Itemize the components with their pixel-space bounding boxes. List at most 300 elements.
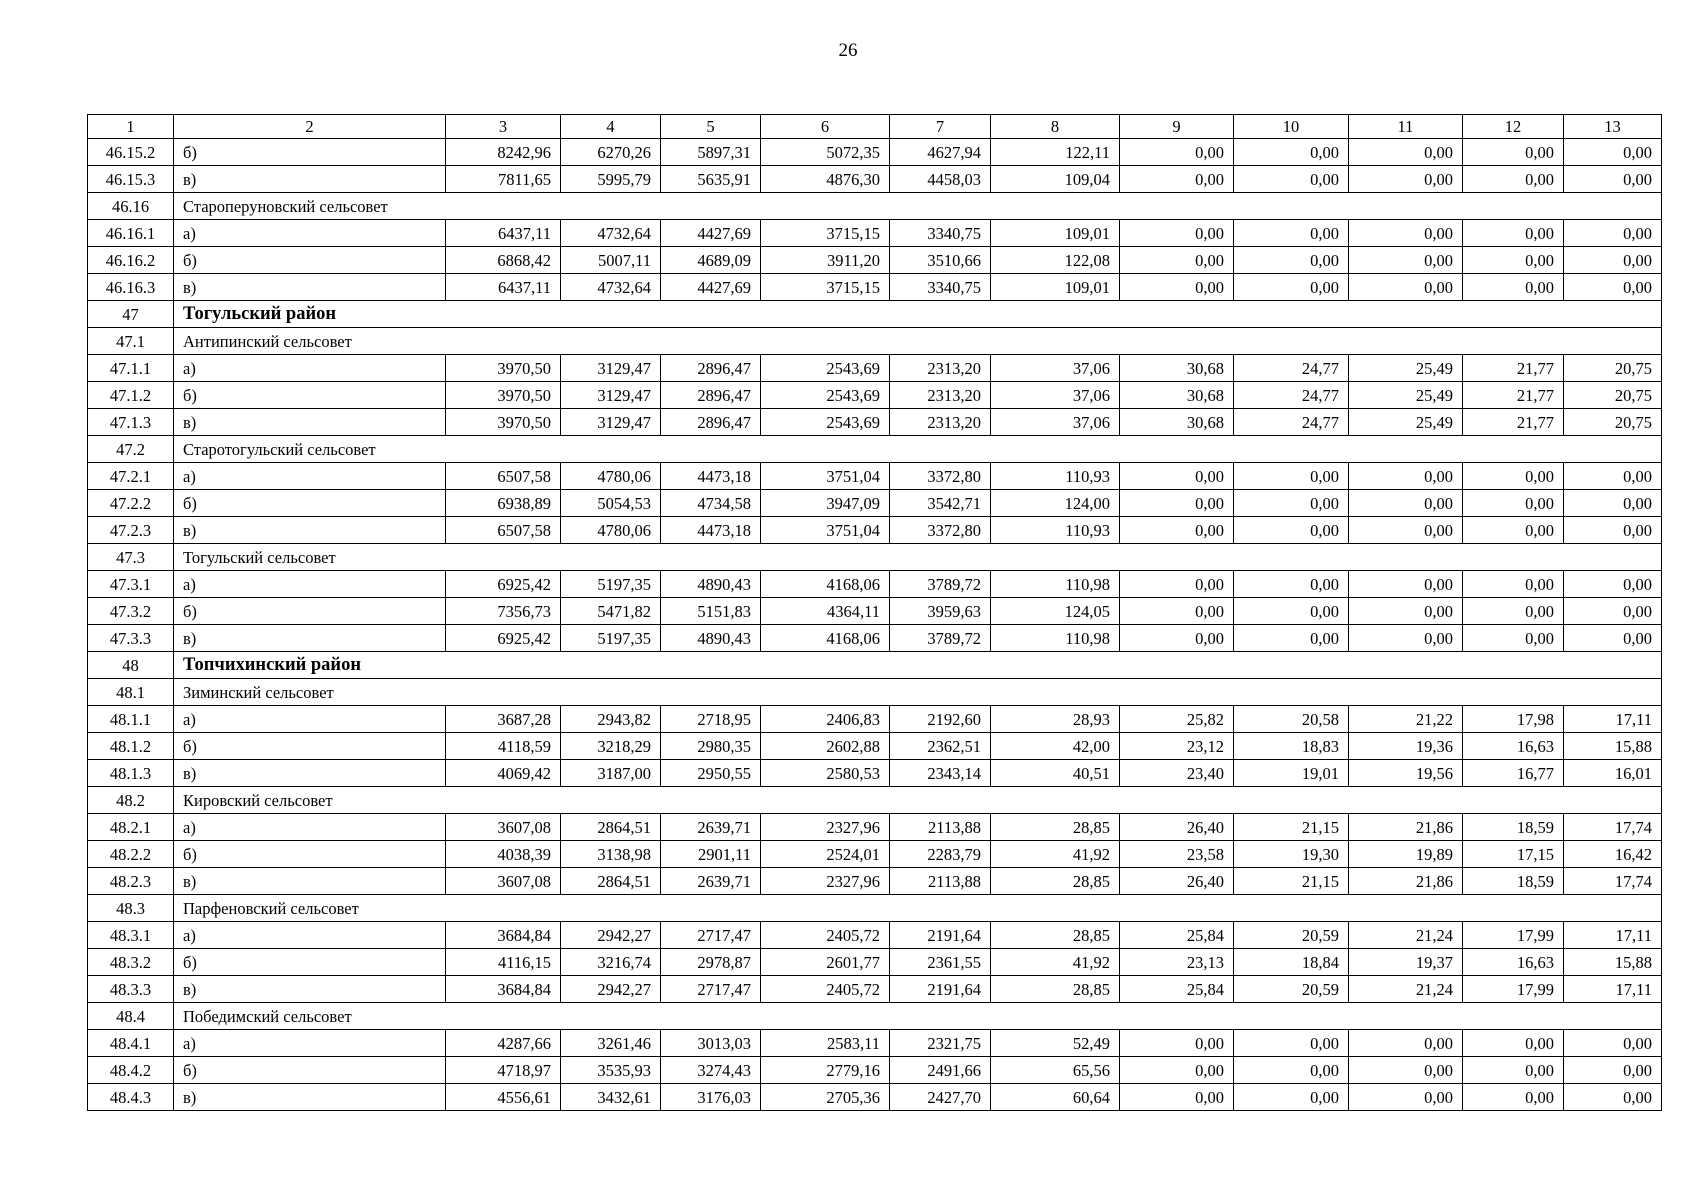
value-cell: 16,42 (1564, 841, 1662, 868)
row-code: 46.16 (88, 193, 174, 220)
value-cell: 60,64 (991, 1084, 1120, 1111)
value-cell: 2901,11 (661, 841, 761, 868)
section-row (88, 1003, 1662, 1030)
value-cell: 0,00 (1234, 625, 1349, 652)
value-cell: 28,85 (991, 976, 1120, 1003)
row-label: а) (174, 814, 446, 841)
row-code: 48 (88, 652, 174, 679)
row-label: в) (174, 625, 446, 652)
value-cell: 5635,91 (661, 166, 761, 193)
value-cell: 2327,96 (761, 868, 890, 895)
value-cell: 3013,03 (661, 1030, 761, 1057)
value-cell: 3138,98 (561, 841, 661, 868)
value-cell: 37,06 (991, 382, 1120, 409)
row-code: 48.1.1 (88, 706, 174, 733)
row-code: 48.1.2 (88, 733, 174, 760)
value-cell: 15,88 (1564, 949, 1662, 976)
value-cell: 2639,71 (661, 814, 761, 841)
value-cell: 3970,50 (446, 355, 561, 382)
value-cell: 0,00 (1349, 1057, 1463, 1084)
value-cell: 4168,06 (761, 571, 890, 598)
value-cell: 3970,50 (446, 382, 561, 409)
value-cell: 110,98 (991, 625, 1120, 652)
value-cell: 0,00 (1564, 625, 1662, 652)
row-code: 47.2.1 (88, 463, 174, 490)
value-cell: 0,00 (1234, 571, 1349, 598)
value-cell: 3684,84 (446, 922, 561, 949)
value-cell: 17,74 (1564, 814, 1662, 841)
table-row (88, 976, 1662, 1003)
value-cell: 2543,69 (761, 409, 890, 436)
value-cell: 21,24 (1349, 922, 1463, 949)
row-label: а) (174, 220, 446, 247)
value-cell: 2950,55 (661, 760, 761, 787)
value-cell: 40,51 (991, 760, 1120, 787)
value-cell: 2313,20 (890, 355, 991, 382)
row-code: 48.3.3 (88, 976, 174, 1003)
value-cell: 24,77 (1234, 382, 1349, 409)
section-title: Парфеновский сельсовет (174, 895, 1662, 922)
value-cell: 4627,94 (890, 139, 991, 166)
value-cell: 0,00 (1463, 625, 1564, 652)
value-cell: 0,00 (1349, 220, 1463, 247)
value-cell: 0,00 (1120, 463, 1234, 490)
value-cell: 2943,82 (561, 706, 661, 733)
value-cell: 5995,79 (561, 166, 661, 193)
value-cell: 28,85 (991, 922, 1120, 949)
value-cell: 37,06 (991, 355, 1120, 382)
value-cell: 3751,04 (761, 463, 890, 490)
district-row (88, 652, 1662, 679)
value-cell: 4890,43 (661, 571, 761, 598)
value-cell: 0,00 (1120, 247, 1234, 274)
value-cell: 6925,42 (446, 625, 561, 652)
value-cell: 3340,75 (890, 274, 991, 301)
row-code: 47.3.1 (88, 571, 174, 598)
value-cell: 2406,83 (761, 706, 890, 733)
value-cell: 8242,96 (446, 139, 561, 166)
column-header: 7 (890, 115, 991, 139)
row-label: в) (174, 760, 446, 787)
value-cell: 0,00 (1564, 1030, 1662, 1057)
value-cell: 0,00 (1234, 1057, 1349, 1084)
value-cell: 21,77 (1463, 409, 1564, 436)
value-cell: 0,00 (1234, 274, 1349, 301)
value-cell: 2327,96 (761, 814, 890, 841)
value-cell: 0,00 (1234, 166, 1349, 193)
value-cell: 109,01 (991, 220, 1120, 247)
value-cell: 0,00 (1349, 625, 1463, 652)
value-cell: 2427,70 (890, 1084, 991, 1111)
value-cell: 2543,69 (761, 382, 890, 409)
value-cell: 25,49 (1349, 355, 1463, 382)
row-label: а) (174, 571, 446, 598)
table-row (88, 463, 1662, 490)
value-cell: 16,01 (1564, 760, 1662, 787)
row-label: в) (174, 1084, 446, 1111)
value-cell: 0,00 (1463, 139, 1564, 166)
value-cell: 21,15 (1234, 814, 1349, 841)
value-cell: 4689,09 (661, 247, 761, 274)
table-row (88, 760, 1662, 787)
value-cell: 16,63 (1463, 949, 1564, 976)
value-cell: 0,00 (1349, 1030, 1463, 1057)
value-cell: 0,00 (1349, 1084, 1463, 1111)
table-row (88, 841, 1662, 868)
section-row (88, 895, 1662, 922)
table-row (88, 409, 1662, 436)
row-label: а) (174, 706, 446, 733)
column-header: 2 (174, 115, 446, 139)
value-cell: 20,75 (1564, 382, 1662, 409)
table-row (88, 814, 1662, 841)
value-cell: 21,86 (1349, 868, 1463, 895)
row-code: 48.3.1 (88, 922, 174, 949)
value-cell: 19,30 (1234, 841, 1349, 868)
value-cell: 4780,06 (561, 463, 661, 490)
value-cell: 28,85 (991, 868, 1120, 895)
value-cell: 3959,63 (890, 598, 991, 625)
value-cell: 3911,20 (761, 247, 890, 274)
value-cell: 2491,66 (890, 1057, 991, 1084)
value-cell: 7811,65 (446, 166, 561, 193)
value-cell: 4473,18 (661, 463, 761, 490)
value-cell: 0,00 (1463, 1057, 1564, 1084)
value-cell: 23,58 (1120, 841, 1234, 868)
tariff-table (87, 114, 1662, 1111)
row-code: 48.1.3 (88, 760, 174, 787)
value-cell: 18,59 (1463, 814, 1564, 841)
value-cell: 19,56 (1349, 760, 1463, 787)
table-row (88, 1084, 1662, 1111)
value-cell: 2864,51 (561, 814, 661, 841)
row-label: в) (174, 166, 446, 193)
value-cell: 124,05 (991, 598, 1120, 625)
value-cell: 19,89 (1349, 841, 1463, 868)
value-cell: 3274,43 (661, 1057, 761, 1084)
table-row (88, 247, 1662, 274)
value-cell: 2896,47 (661, 382, 761, 409)
value-cell: 19,01 (1234, 760, 1349, 787)
row-label: б) (174, 382, 446, 409)
value-cell: 6437,11 (446, 220, 561, 247)
value-cell: 3176,03 (661, 1084, 761, 1111)
value-cell: 2980,35 (661, 733, 761, 760)
page-number: 26 (838, 40, 858, 61)
value-cell: 2191,64 (890, 922, 991, 949)
value-cell: 2601,77 (761, 949, 890, 976)
value-cell: 3261,46 (561, 1030, 661, 1057)
value-cell: 4427,69 (661, 274, 761, 301)
value-cell: 4427,69 (661, 220, 761, 247)
section-title: Старотогульский сельсовет (174, 436, 1662, 463)
value-cell: 24,77 (1234, 355, 1349, 382)
value-cell: 0,00 (1120, 1084, 1234, 1111)
value-cell: 0,00 (1463, 166, 1564, 193)
value-cell: 2639,71 (661, 868, 761, 895)
section-row (88, 679, 1662, 706)
value-cell: 0,00 (1234, 139, 1349, 166)
value-cell: 2717,47 (661, 976, 761, 1003)
value-cell: 2343,14 (890, 760, 991, 787)
value-cell: 0,00 (1234, 1030, 1349, 1057)
row-code: 48.4.3 (88, 1084, 174, 1111)
value-cell: 17,11 (1564, 976, 1662, 1003)
value-cell: 3715,15 (761, 274, 890, 301)
value-cell: 2602,88 (761, 733, 890, 760)
table-row (88, 490, 1662, 517)
value-cell: 4287,66 (446, 1030, 561, 1057)
value-cell: 0,00 (1463, 490, 1564, 517)
value-cell: 0,00 (1349, 517, 1463, 544)
value-cell: 2705,36 (761, 1084, 890, 1111)
value-cell: 20,75 (1564, 409, 1662, 436)
table-row (88, 571, 1662, 598)
column-header: 1 (88, 115, 174, 139)
value-cell: 21,24 (1349, 976, 1463, 1003)
value-cell: 20,58 (1234, 706, 1349, 733)
value-cell: 110,98 (991, 571, 1120, 598)
table-row (88, 598, 1662, 625)
table-row (88, 355, 1662, 382)
value-cell: 2779,16 (761, 1057, 890, 1084)
value-cell: 17,11 (1564, 706, 1662, 733)
row-code: 46.15.3 (88, 166, 174, 193)
row-label: б) (174, 841, 446, 868)
table-row (88, 382, 1662, 409)
value-cell: 24,77 (1234, 409, 1349, 436)
value-cell: 2717,47 (661, 922, 761, 949)
value-cell: 109,04 (991, 166, 1120, 193)
column-header: 8 (991, 115, 1120, 139)
value-cell: 2313,20 (890, 382, 991, 409)
row-code: 47.3.3 (88, 625, 174, 652)
value-cell: 6507,58 (446, 463, 561, 490)
value-cell: 37,06 (991, 409, 1120, 436)
value-cell: 2543,69 (761, 355, 890, 382)
value-cell: 2942,27 (561, 976, 661, 1003)
value-cell: 25,49 (1349, 382, 1463, 409)
row-code: 48.4 (88, 1003, 174, 1030)
row-code: 47.1 (88, 328, 174, 355)
section-title: Кировский сельсовет (174, 787, 1662, 814)
value-cell: 0,00 (1463, 247, 1564, 274)
section-title: Антипинский сельсовет (174, 328, 1662, 355)
row-label: а) (174, 463, 446, 490)
section-row (88, 436, 1662, 463)
value-cell: 110,93 (991, 517, 1120, 544)
value-cell: 4458,03 (890, 166, 991, 193)
value-cell: 0,00 (1234, 247, 1349, 274)
value-cell: 0,00 (1463, 1084, 1564, 1111)
value-cell: 2405,72 (761, 976, 890, 1003)
value-cell: 0,00 (1234, 220, 1349, 247)
value-cell: 0,00 (1349, 139, 1463, 166)
value-cell: 0,00 (1120, 517, 1234, 544)
value-cell: 3607,08 (446, 814, 561, 841)
value-cell: 2583,11 (761, 1030, 890, 1057)
table-row (88, 517, 1662, 544)
value-cell: 19,37 (1349, 949, 1463, 976)
row-code: 47.2.3 (88, 517, 174, 544)
row-code: 48.2.3 (88, 868, 174, 895)
value-cell: 3218,29 (561, 733, 661, 760)
value-cell: 0,00 (1564, 166, 1662, 193)
row-label: а) (174, 1030, 446, 1057)
value-cell: 3535,93 (561, 1057, 661, 1084)
value-cell: 0,00 (1120, 625, 1234, 652)
value-cell: 5054,53 (561, 490, 661, 517)
value-cell: 2405,72 (761, 922, 890, 949)
value-cell: 110,93 (991, 463, 1120, 490)
value-cell: 65,56 (991, 1057, 1120, 1084)
value-cell: 15,88 (1564, 733, 1662, 760)
table-row (88, 274, 1662, 301)
value-cell: 0,00 (1564, 274, 1662, 301)
column-header: 3 (446, 115, 561, 139)
value-cell: 23,12 (1120, 733, 1234, 760)
row-label: в) (174, 868, 446, 895)
value-cell: 5197,35 (561, 625, 661, 652)
value-cell: 42,00 (991, 733, 1120, 760)
value-cell: 0,00 (1349, 598, 1463, 625)
section-title: Зиминский сельсовет (174, 679, 1662, 706)
column-header: 5 (661, 115, 761, 139)
value-cell: 0,00 (1564, 571, 1662, 598)
row-code: 48.4.1 (88, 1030, 174, 1057)
value-cell: 4890,43 (661, 625, 761, 652)
section-title: Победимский сельсовет (174, 1003, 1662, 1030)
value-cell: 0,00 (1349, 463, 1463, 490)
value-cell: 2524,01 (761, 841, 890, 868)
value-cell: 17,74 (1564, 868, 1662, 895)
value-cell: 41,92 (991, 841, 1120, 868)
value-cell: 2896,47 (661, 355, 761, 382)
table-row (88, 1030, 1662, 1057)
column-header: 6 (761, 115, 890, 139)
row-code: 46.15.2 (88, 139, 174, 166)
value-cell: 17,98 (1463, 706, 1564, 733)
value-cell: 6437,11 (446, 274, 561, 301)
value-cell: 20,59 (1234, 976, 1349, 1003)
value-cell: 18,59 (1463, 868, 1564, 895)
value-cell: 2191,64 (890, 976, 991, 1003)
value-cell: 21,15 (1234, 868, 1349, 895)
column-number-row (88, 115, 1662, 139)
value-cell: 3340,75 (890, 220, 991, 247)
value-cell: 0,00 (1120, 1030, 1234, 1057)
row-code: 48.2.1 (88, 814, 174, 841)
value-cell: 2362,51 (890, 733, 991, 760)
value-cell: 18,83 (1234, 733, 1349, 760)
value-cell: 124,00 (991, 490, 1120, 517)
value-cell: 3216,74 (561, 949, 661, 976)
value-cell: 2313,20 (890, 409, 991, 436)
value-cell: 26,40 (1120, 814, 1234, 841)
value-cell: 2113,88 (890, 814, 991, 841)
column-header: 9 (1120, 115, 1234, 139)
district-title: Тогульский район (174, 301, 1662, 328)
value-cell: 3510,66 (890, 247, 991, 274)
table-row (88, 922, 1662, 949)
value-cell: 4780,06 (561, 517, 661, 544)
section-row (88, 193, 1662, 220)
row-code: 48.4.2 (88, 1057, 174, 1084)
value-cell: 3947,09 (761, 490, 890, 517)
value-cell: 5072,35 (761, 139, 890, 166)
value-cell: 28,85 (991, 814, 1120, 841)
value-cell: 2864,51 (561, 868, 661, 895)
value-cell: 20,75 (1564, 355, 1662, 382)
value-cell: 0,00 (1564, 598, 1662, 625)
column-header: 4 (561, 115, 661, 139)
value-cell: 0,00 (1349, 274, 1463, 301)
value-cell: 3542,71 (890, 490, 991, 517)
value-cell: 19,36 (1349, 733, 1463, 760)
value-cell: 0,00 (1349, 571, 1463, 598)
value-cell: 0,00 (1120, 274, 1234, 301)
row-label: в) (174, 409, 446, 436)
section-row (88, 544, 1662, 571)
value-cell: 4038,39 (446, 841, 561, 868)
row-label: б) (174, 247, 446, 274)
table-row (88, 625, 1662, 652)
value-cell: 4118,59 (446, 733, 561, 760)
value-cell: 6938,89 (446, 490, 561, 517)
row-label: в) (174, 976, 446, 1003)
row-code: 47.1.1 (88, 355, 174, 382)
column-header: 11 (1349, 115, 1463, 139)
value-cell: 2978,87 (661, 949, 761, 976)
value-cell: 0,00 (1564, 517, 1662, 544)
value-cell: 0,00 (1234, 463, 1349, 490)
value-cell: 0,00 (1463, 517, 1564, 544)
value-cell: 0,00 (1463, 463, 1564, 490)
section-title: Староперуновский сельсовет (174, 193, 1662, 220)
value-cell: 3687,28 (446, 706, 561, 733)
value-cell: 16,63 (1463, 733, 1564, 760)
row-code: 47.2 (88, 436, 174, 463)
value-cell: 28,93 (991, 706, 1120, 733)
value-cell: 0,00 (1120, 166, 1234, 193)
table-body (88, 139, 1662, 1111)
value-cell: 6925,42 (446, 571, 561, 598)
value-cell: 3715,15 (761, 220, 890, 247)
table-row (88, 949, 1662, 976)
row-label: б) (174, 598, 446, 625)
row-label: а) (174, 922, 446, 949)
value-cell: 0,00 (1463, 274, 1564, 301)
value-cell: 0,00 (1120, 571, 1234, 598)
value-cell: 6507,58 (446, 517, 561, 544)
table-row (88, 220, 1662, 247)
value-cell: 0,00 (1349, 490, 1463, 517)
value-cell: 0,00 (1349, 166, 1463, 193)
value-cell: 25,82 (1120, 706, 1234, 733)
value-cell: 3129,47 (561, 409, 661, 436)
value-cell: 3432,61 (561, 1084, 661, 1111)
value-cell: 3129,47 (561, 355, 661, 382)
column-header: 10 (1234, 115, 1349, 139)
value-cell: 17,99 (1463, 976, 1564, 1003)
row-code: 48.2 (88, 787, 174, 814)
value-cell: 2942,27 (561, 922, 661, 949)
value-cell: 41,92 (991, 949, 1120, 976)
value-cell: 17,11 (1564, 922, 1662, 949)
value-cell: 4734,58 (661, 490, 761, 517)
value-cell: 4069,42 (446, 760, 561, 787)
value-cell: 3372,80 (890, 463, 991, 490)
